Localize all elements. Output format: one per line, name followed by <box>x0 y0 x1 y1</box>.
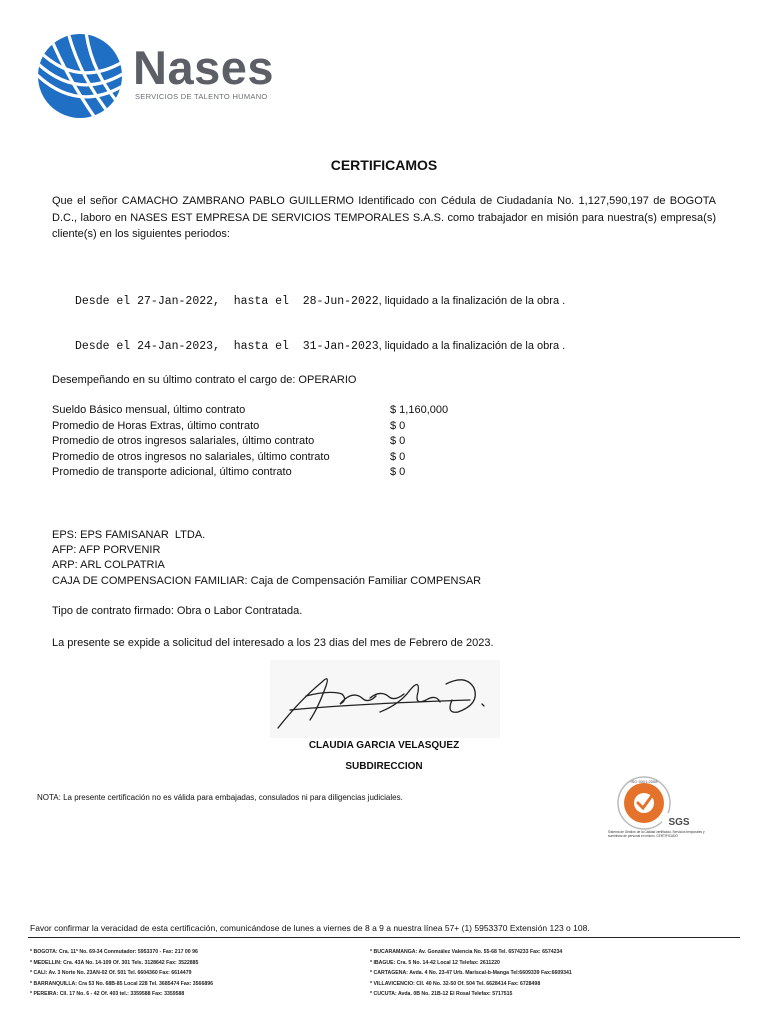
office-line: * CALI: Av. 3 Norte No. 23AN-02 Of. 501 Tel. 6604360 Fax: 6614479 <box>30 970 192 976</box>
salary-label: Sueldo Básico mensual, último contrato <box>52 404 246 416</box>
handwritten-signature <box>270 660 500 738</box>
office-line: * BOGOTA: Cra. 11ª No. 69-34 Conmutador: 5953370 - Fax: 217 00 96 <box>30 949 198 955</box>
office-line: * BUCARAMANGA: Av. González Valencia No. 55-68 Tel. 6574233 Fax: 6574234 <box>370 949 563 955</box>
periods-list <box>75 264 565 369</box>
arp-line: ARP: ARL COLPATRIA <box>52 559 165 571</box>
salary-row <box>52 435 472 451</box>
salary-row <box>52 466 472 482</box>
seal-caption: Sistema de Gestión de la Calidad certificado. Servicios temporales y suministro de personal en misión. CERTIFICADO <box>608 830 705 838</box>
period-suffix: , liquidado a la finalización de la obra . <box>378 295 566 307</box>
offices-right-list <box>370 947 572 1000</box>
period-line <box>75 339 565 354</box>
nases-globe-icon <box>28 30 133 120</box>
signer-role: SUBDIRECCION <box>345 761 423 772</box>
confirm-note: Favor confirmar la veracidad de esta certificación, comunicándose de lunes a viernes de 8 a 9 a nuestra línea 57+ (1) 5953370 Extensión 123 o 108. <box>30 923 590 933</box>
seal-brand: SGS <box>668 817 690 828</box>
salary-label: Promedio de otros ingresos salariales, último contrato <box>52 435 315 447</box>
issued-statement: La presente se expide a solicitud del interesado a los 23 dias del mes de Febrero de 2023. <box>52 637 494 649</box>
signature-image <box>270 660 500 738</box>
salary-label: Promedio de Horas Extras, último contrato <box>52 419 260 432</box>
intro-paragraph: Que el señor CAMACHO ZAMBRANO PABLO GUILLERMO Identificado con Cédula de Ciudadanía No. 1,127,590,197 de BOGOTA D.C., laboro en NASES EST EMPRESA DE SERVICIOS TEMPORALES S.A.S. como trabajador en misión para nuestra(s) empresa(s) cliente(s) en los siguientes periodos: <box>52 195 716 240</box>
office-line: * CUCUTA: Avda. 0B No. 21B-12 El Rosal Telefax: 5717515 <box>370 991 513 997</box>
footer-divider <box>28 937 740 938</box>
caja-line: CAJA DE COMPENSACION FAMILIAR: Caja de Compensación Familiar COMPENSAR <box>52 575 482 587</box>
period-suffix: , liquidado a la finalización de la obra . <box>378 340 566 352</box>
salary-row <box>52 451 472 467</box>
period-dates: Desde el 27-Jan-2022, hasta el 28-Jun-2022 <box>75 295 379 308</box>
contract-type: Tipo de contrato firmado: Obra o Labor Contratada. <box>52 605 303 617</box>
brand-tagline: SERVICIOS DE TALENTO HUMANO <box>135 92 268 101</box>
position-line: Desempeñando en su último contrato el cargo de: OPERARIO <box>52 374 357 386</box>
office-line: * CARTAGENA: Avda. 4 No. 23-47 Urb. Mariscal-b-Manga Tel:6609339 Fax:6609341 <box>370 970 572 976</box>
salary-value: $ 0 <box>390 466 406 478</box>
salary-label: Promedio de transporte adicional, último contrato <box>52 466 292 478</box>
period-dates: Desde el 24-Jan-2023, hasta el 31-Jan-2023 <box>75 340 379 353</box>
brand-name: Nases <box>133 41 274 94</box>
salary-row <box>52 404 472 420</box>
offices-left-list <box>30 947 213 1000</box>
afp-line: AFP: AFP PORVENIR <box>52 544 161 556</box>
period-line <box>75 294 565 309</box>
salary-value: $ 1,160,000 <box>390 404 449 416</box>
salary-value: $ 0 <box>390 419 406 432</box>
office-line: * BARRANQUILLA: Cra 53 No. 68B-85 Local 228 Tel. 3685474 Fax: 3566896 <box>30 980 213 987</box>
office-line: * PEREIRA: Cll. 17 No. 6 - 42 Of. 403 tel.: 3359588 Fax: 3359588 <box>30 991 185 997</box>
salary-row <box>52 420 472 436</box>
office-line: * VILLAVICENCIO: Cll. 40 No. 32-50 Of. 504 Tel. 6628414 Fax: 6728498 <box>370 980 541 987</box>
seal-ring-text: ISO 9001:2008 <box>630 779 658 784</box>
salary-value: $ 0 <box>390 450 406 463</box>
sgs-seal-icon <box>612 773 696 833</box>
salary-value: $ 0 <box>390 435 406 447</box>
page-title: CERTIFICAMOS <box>330 157 438 173</box>
office-line: * MEDELLIN: Cra. 43A No. 14-109 Of. 301 Tels. 3128642 Fax: 3522885 <box>30 959 199 966</box>
signer-name: CLAUDIA GARCIA VELASQUEZ <box>308 740 460 751</box>
office-line: * IBAGUE: Cra. 5 No. 14-42 Local 12 Telefax: 2611220 <box>370 959 500 966</box>
nota-text: NOTA: La presente certificación no es válida para embajadas, consulados ni para diligencias judiciales. <box>37 793 403 802</box>
eps-line: EPS: EPS FAMISANAR LTDA. <box>52 529 206 541</box>
salary-label: Promedio de otros ingresos no salariales, último contrato <box>52 450 330 463</box>
